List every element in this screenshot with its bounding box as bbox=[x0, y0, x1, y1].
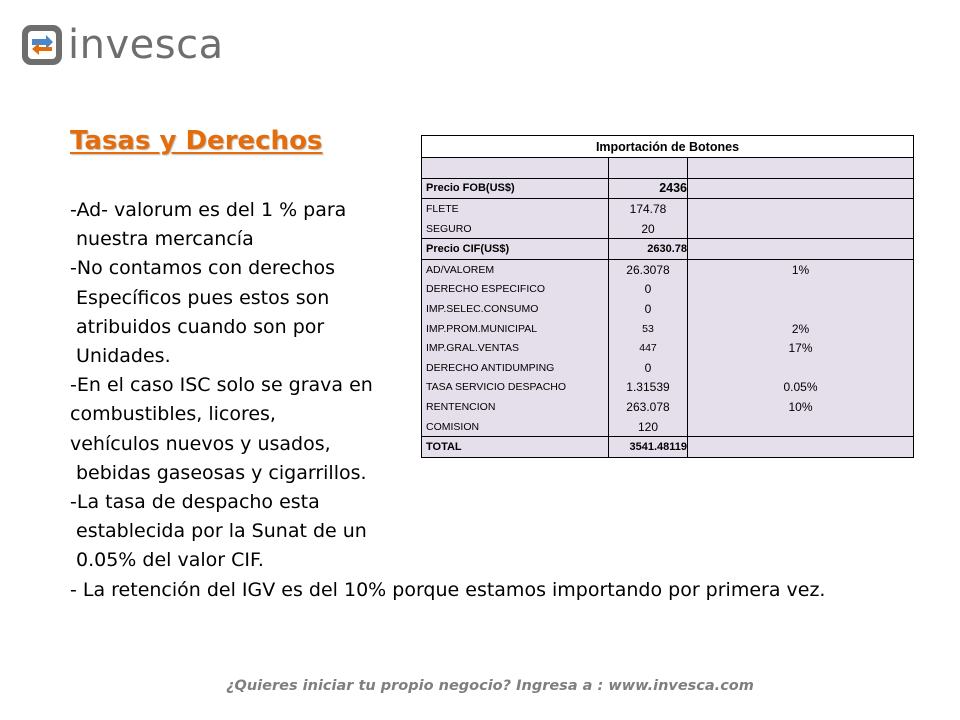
total-value: 3541.48119 bbox=[609, 437, 688, 458]
table-row-flete bbox=[422, 199, 914, 219]
import-table bbox=[421, 135, 914, 458]
body-line: - La retención del IGV es del 10% porque estamos importando por primera vez. bbox=[70, 578, 826, 601]
table-row bbox=[422, 397, 914, 417]
item-value: 447 bbox=[609, 338, 688, 358]
body-line: -Ad- valorum es del 1 % para bbox=[70, 199, 347, 221]
item-label: AD/VALOREM bbox=[422, 259, 609, 279]
total-label: TOTAL bbox=[422, 437, 609, 458]
table-row bbox=[422, 280, 914, 300]
table-row-fob bbox=[422, 178, 914, 199]
body-line: -No contamos con derechos bbox=[70, 257, 336, 280]
item-rate bbox=[688, 358, 914, 378]
table-row-cif bbox=[422, 239, 914, 260]
body-line: vehículos nuevos y usados, bbox=[70, 432, 331, 455]
table-row-seguro bbox=[422, 219, 914, 239]
body-line: bebidas gaseosas y cigarrillos. bbox=[76, 461, 367, 484]
item-value: 0 bbox=[609, 299, 688, 319]
fob-value: 2436 bbox=[609, 178, 688, 199]
body-line: -En el caso ISC solo se grava en bbox=[70, 374, 373, 397]
item-value: 1.31539 bbox=[609, 378, 688, 398]
fob-label: Precio FOB(US$) bbox=[422, 178, 609, 199]
table-row-total bbox=[422, 437, 914, 458]
page-title: Tasas y Derechos bbox=[70, 126, 323, 156]
item-rate bbox=[688, 299, 914, 319]
body-line: -La tasa de despacho esta bbox=[70, 491, 320, 514]
item-value: 0 bbox=[609, 280, 688, 300]
footer-promo: ¿Quieres iniciar tu propio negocio? Ingresa a : www.invesca.com bbox=[226, 678, 754, 694]
table-row bbox=[422, 358, 914, 378]
item-label: IMP.PROM.MUNICIPAL bbox=[422, 319, 609, 339]
item-rate bbox=[688, 417, 914, 437]
item-value: 263.078 bbox=[609, 397, 688, 417]
item-value: 26.3078 bbox=[609, 259, 688, 279]
arrows-exchange-icon bbox=[22, 25, 62, 65]
body-line: establecida por la Sunat de un bbox=[76, 520, 367, 543]
table-row bbox=[422, 338, 914, 358]
table-row bbox=[422, 299, 914, 319]
item-label: IMP.GRAL.VENTAS bbox=[422, 338, 609, 358]
cif-label: Precio CIF(US$) bbox=[422, 239, 609, 260]
body-line: 0.05% del valor CIF. bbox=[76, 549, 264, 572]
item-value: 0 bbox=[609, 358, 688, 378]
item-label: DERECHO ESPECIFICO bbox=[422, 280, 609, 300]
body-line: nuestra mercancía bbox=[76, 228, 254, 251]
item-rate: 10% bbox=[688, 397, 914, 417]
item-label: RENTENCION bbox=[422, 397, 609, 417]
body-line: Específicos pues estos son bbox=[76, 286, 330, 309]
item-rate: 17% bbox=[688, 338, 914, 358]
seguro-label: SEGURO bbox=[422, 219, 609, 239]
item-rate: 0.05% bbox=[688, 378, 914, 398]
item-label: COMISION bbox=[422, 417, 609, 437]
table-row bbox=[422, 417, 914, 437]
body-line: atribuidos cuando son por bbox=[76, 315, 325, 338]
item-rate: 2% bbox=[688, 319, 914, 339]
body-line: combustibles, licores, bbox=[70, 403, 276, 426]
cif-value: 2630.78 bbox=[609, 239, 688, 260]
table-row bbox=[422, 319, 914, 339]
item-label: DERECHO ANTIDUMPING bbox=[422, 358, 609, 378]
item-value: 120 bbox=[609, 417, 688, 437]
logo bbox=[22, 22, 224, 68]
logo-text: invesca bbox=[68, 22, 224, 68]
item-rate: 1% bbox=[688, 259, 914, 279]
seguro-value: 20 bbox=[609, 219, 688, 239]
item-value: 53 bbox=[609, 319, 688, 339]
table-title: Importación de Botones bbox=[422, 136, 914, 158]
table-row bbox=[422, 158, 914, 179]
item-label: TASA SERVICIO DESPACHO bbox=[422, 378, 609, 398]
table-row bbox=[422, 378, 914, 398]
item-label: IMP.SELEC.CONSUMO bbox=[422, 299, 609, 319]
table-row bbox=[422, 259, 914, 279]
body-line: Unidades. bbox=[76, 345, 171, 368]
flete-value: 174.78 bbox=[609, 199, 688, 219]
flete-label: FLETE bbox=[422, 199, 609, 219]
item-rate bbox=[688, 280, 914, 300]
